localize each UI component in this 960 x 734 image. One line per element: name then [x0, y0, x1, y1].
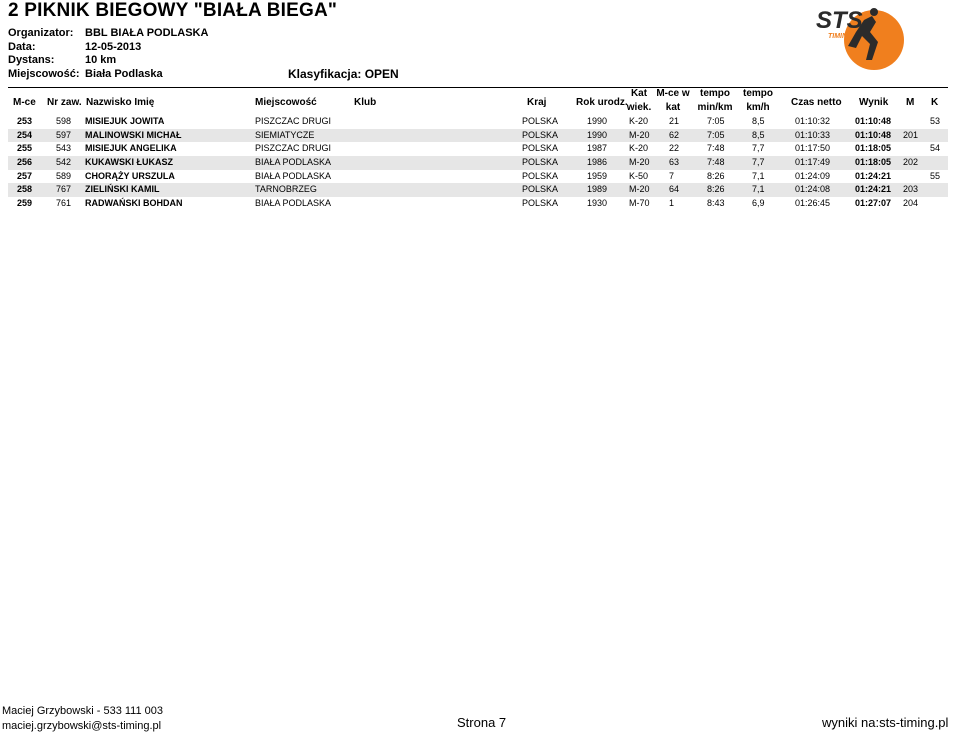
cell-k: 54: [930, 143, 941, 154]
cell-name: MISIEJUK ANGELIKA: [85, 143, 177, 154]
results-table: [8, 115, 948, 211]
cell-tempo-kmh: 8,5: [752, 129, 765, 140]
cell-rok: 1990: [587, 129, 608, 140]
cell-kat: M-20: [629, 184, 650, 195]
table-row: [8, 142, 948, 156]
meta-value: 10 km: [85, 54, 117, 66]
cell-rok: 1989: [587, 184, 608, 195]
footer-site-link[interactable]: wyniki na:sts-timing.pl: [822, 715, 949, 730]
cell-kat: K-50: [629, 170, 649, 181]
cell-czas-netto: 01:17:50: [795, 143, 831, 154]
cell-rok: 1990: [587, 116, 608, 126]
cell-name: KUKAWSKI ŁUKASZ: [85, 157, 173, 168]
cell-mce: 257: [17, 170, 33, 181]
cell-czas-netto: 01:24:09: [795, 170, 831, 181]
cell-nr: 761: [56, 198, 72, 209]
page-title: 2 PIKNIK BIEGOWY "BIAŁA BIEGA": [8, 0, 338, 21]
cell-kraj: POLSKA: [522, 184, 559, 195]
col-header-nr: Nr zaw.: [47, 97, 82, 108]
cell-rok: 1959: [587, 170, 608, 181]
cell-tempo-min: 8:26: [707, 170, 725, 181]
cell-kat: K-20: [629, 116, 649, 126]
table-row: [8, 129, 948, 143]
meta-label: Organizator:: [8, 27, 74, 39]
cell-name: MALINOWSKI MICHAŁ: [85, 129, 182, 140]
col-header-kraj: Kraj: [527, 97, 547, 108]
col-header-kat-line2: wiek.: [626, 102, 652, 113]
cell-tempo-min: 7:48: [707, 143, 725, 154]
cell-miejscowosc: PISZCZAC DRUGI: [255, 143, 332, 154]
cell-miejscowosc: SIEMIATYCZE: [255, 129, 315, 140]
cell-kat: M-20: [629, 157, 650, 168]
meta-value: BBL BIAŁA PODLASKA: [85, 27, 209, 39]
col-header-tempo-min-line1: tempo: [700, 88, 730, 99]
col-header-wynik: Wynik: [859, 97, 889, 108]
cell-mce: 258: [17, 184, 33, 195]
cell-nr: 543: [56, 143, 72, 154]
cell-tempo-kmh: 7,1: [752, 170, 765, 181]
cell-m: 201: [903, 129, 919, 140]
sts-timing-logo: [812, 2, 912, 82]
cell-name: MISIEJUK JOWITA: [85, 116, 165, 126]
cell-k: 55: [930, 170, 941, 181]
col-header-tempo-min-line2: min/km: [697, 102, 733, 113]
cell-k: 53: [930, 116, 941, 126]
meta-organizator: [8, 27, 208, 39]
col-header-czas-netto: Czas netto: [791, 97, 842, 108]
klasyfikacja-label: Klasyfikacja: OPEN: [288, 67, 399, 81]
col-header-tempo-min: [694, 88, 736, 114]
cell-tempo-kmh: 7,7: [752, 157, 765, 168]
col-header-tempo-kmh-line1: tempo: [743, 88, 773, 99]
col-header-miejscowosc: Miejscowość: [255, 97, 317, 108]
logo-text: STS: [816, 7, 863, 34]
cell-mcew: 22: [669, 143, 680, 154]
cell-tempo-min: 8:43: [707, 198, 725, 209]
footer-contact-name: Maciej Grzybowski - 533 111 003: [2, 705, 163, 717]
cell-miejscowosc: TARNOBRZEG: [255, 184, 317, 195]
col-header-kat: [620, 88, 658, 114]
col-header-rok: Rok urodz.: [576, 97, 628, 108]
col-header-mcew-line1: M-ce w: [656, 88, 690, 99]
cell-wynik: 01:24:21: [855, 170, 892, 181]
table-row: [8, 197, 948, 211]
cell-mce: 253: [17, 116, 33, 126]
cell-rok: 1930: [587, 198, 608, 209]
cell-tempo-kmh: 7,1: [752, 184, 765, 195]
cell-tempo-min: 7:05: [707, 129, 725, 140]
col-header-m: M: [906, 97, 915, 108]
cell-wynik: 01:24:21: [855, 184, 892, 195]
meta-value: 12-05-2013: [85, 41, 142, 53]
meta-label: Miejscowość:: [8, 68, 80, 80]
cell-m: 203: [903, 184, 919, 195]
cell-miejscowosc: PISZCZAC DRUGI: [255, 116, 332, 126]
cell-kraj: POLSKA: [522, 143, 559, 154]
cell-mcew: 7: [669, 170, 675, 181]
cell-miejscowosc: BIAŁA PODLASKA: [255, 157, 332, 168]
cell-mcew: 62: [669, 129, 680, 140]
cell-wynik: 01:18:05: [855, 157, 892, 168]
meta-miejscowosc: [8, 68, 163, 80]
cell-czas-netto: 01:26:45: [795, 198, 831, 209]
cell-mcew: 63: [669, 157, 680, 168]
cell-name: RADWAŃSKI BOHDAN: [85, 198, 183, 209]
meta-value: Biała Podlaska: [85, 68, 163, 80]
cell-nr: 597: [56, 129, 72, 140]
col-header-kat-line1: Kat: [630, 88, 648, 99]
cell-wynik: 01:27:07: [855, 198, 892, 209]
cell-wynik: 01:18:05: [855, 143, 892, 154]
cell-nr: 598: [56, 116, 72, 126]
cell-tempo-kmh: 6,9: [752, 198, 765, 209]
cell-kat: M-70: [629, 198, 650, 209]
cell-mce: 259: [17, 198, 33, 209]
cell-kraj: POLSKA: [522, 157, 559, 168]
cell-nr: 589: [56, 170, 72, 181]
col-header-mcew: [654, 88, 692, 114]
meta-dystans: [8, 54, 116, 66]
col-header-mcew-line2: kat: [665, 102, 681, 113]
cell-kraj: POLSKA: [522, 198, 559, 209]
footer-page-number: Strona 7: [457, 715, 507, 730]
col-header-tempo-kmh: [738, 88, 778, 114]
table-row: [8, 115, 948, 129]
cell-czas-netto: 01:17:49: [795, 157, 831, 168]
cell-rok: 1986: [587, 157, 608, 168]
cell-kat: K-20: [629, 143, 649, 154]
cell-tempo-kmh: 7,7: [752, 143, 765, 154]
col-header-tempo-kmh-line2: km/h: [746, 102, 770, 113]
cell-mcew: 1: [669, 198, 675, 209]
cell-m: 204: [903, 198, 919, 209]
cell-mcew: 21: [669, 116, 680, 126]
cell-kat: M-20: [629, 129, 650, 140]
cell-rok: 1987: [587, 143, 608, 154]
col-header-name: Nazwisko Imię: [86, 97, 155, 108]
footer-contact-email: maciej.grzybowski@sts-timing.pl: [2, 720, 162, 732]
cell-tempo-min: 8:26: [707, 184, 725, 195]
logo-sub: TIMING: [828, 33, 853, 40]
cell-miejscowosc: BIAŁA PODLASKA: [255, 198, 332, 209]
cell-miejscowosc: BIAŁA PODLASKA: [255, 170, 332, 181]
meta-label: Data:: [8, 41, 36, 53]
cell-czas-netto: 01:10:33: [795, 129, 831, 140]
cell-czas-netto: 01:10:32: [795, 116, 831, 126]
logo-runner-head: [870, 8, 878, 16]
cell-nr: 767: [56, 184, 72, 195]
table-row: [8, 156, 948, 170]
cell-kraj: POLSKA: [522, 116, 559, 126]
col-header-klub: Klub: [354, 97, 377, 108]
header-rule: [8, 87, 948, 88]
table-row: [8, 183, 948, 197]
col-header-mce: M-ce: [13, 97, 36, 108]
table-row: [8, 170, 948, 184]
cell-wynik: 01:10:48: [855, 116, 892, 126]
cell-mce: 254: [17, 129, 33, 140]
cell-tempo-kmh: 8,5: [752, 116, 765, 126]
cell-nr: 542: [56, 157, 72, 168]
cell-czas-netto: 01:24:08: [795, 184, 831, 195]
cell-tempo-min: 7:48: [707, 157, 725, 168]
cell-name: CHORĄŻY URSZULA: [85, 170, 175, 181]
cell-wynik: 01:10:48: [855, 129, 892, 140]
cell-mce: 255: [17, 143, 33, 154]
cell-name: ZIELIŃSKI KAMIL: [85, 184, 160, 195]
col-header-k: K: [931, 97, 939, 108]
cell-kraj: POLSKA: [522, 170, 559, 181]
cell-kraj: POLSKA: [522, 129, 559, 140]
meta-label: Dystans:: [8, 54, 55, 66]
cell-mcew: 64: [669, 184, 680, 195]
cell-mce: 256: [17, 157, 33, 168]
cell-tempo-min: 7:05: [707, 116, 725, 126]
cell-m: 202: [903, 157, 919, 168]
meta-data: [8, 41, 141, 53]
